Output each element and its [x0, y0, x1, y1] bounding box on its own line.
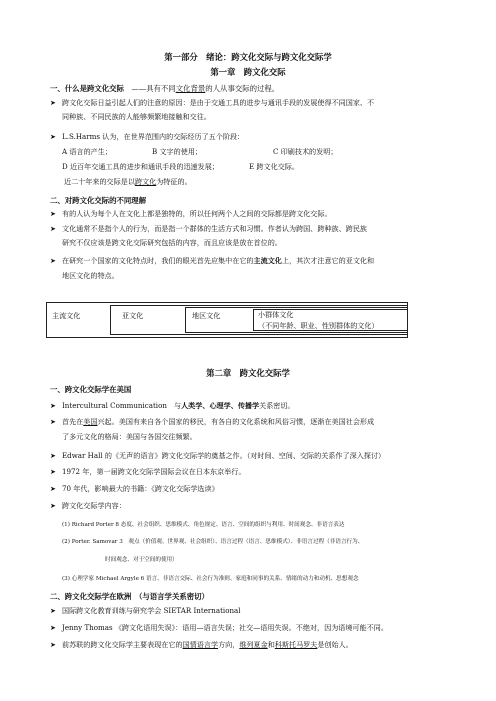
- bullet-item: ➤ 首先在美国兴起。美国有来自各个国家的移民，有各自的文化系统和风俗习惯，逐渐在美国社会形成: [50, 417, 375, 426]
- ch1-sec2-heading: 二、对跨文化交际的不同理解: [50, 196, 147, 205]
- ch2-sec1-heading: 一、跨文化交际学在美国: [50, 385, 132, 394]
- bullet-item: ➤ L.S.Harms 认为，在世界范围内的交际经历了五个阶段：: [50, 132, 245, 141]
- bullet-continuation: 同种族、不同民族的人能够频繁地接触和交往。: [62, 112, 211, 121]
- stage-c: C 印刷技术的发明；: [273, 147, 338, 156]
- bullet-item: ➤ 跨文化交际学内容：: [50, 501, 126, 510]
- stage-b: B 文字的使用；: [152, 147, 203, 156]
- arrow-bullet-icon: ➤: [50, 210, 56, 218]
- stage-e: E 跨文化交际。: [249, 162, 299, 171]
- era-note: 近二十年来的交际是以跨文化为特征的。: [64, 177, 192, 186]
- content-item-1: (1) Richard Porter 8 态度、社会组织、思维模式、角色规定、语言、空间的组织与利用、时间观念、非语言表达: [62, 522, 345, 528]
- part-title: 第一部分 绪论：跨文化交际与跨文化交际学: [164, 52, 332, 62]
- chapter2-title: 第二章 跨文化交际学: [206, 368, 290, 378]
- bullet-item: ➤ 70 年代，影响最大的书籍：《跨文化交际学选读》: [50, 484, 219, 493]
- culture-label-smallgroup: 小群体文化: [258, 310, 294, 319]
- ch2-sec2-heading: 二、跨文化交际学在欧洲 （与语言学关系密切）: [50, 592, 209, 601]
- stage-a: A 语言的产生；: [62, 147, 112, 156]
- bullet-item: ➤ 在研究一个国家的文化特点时，我们的眼光首先应集中在它的主流文化上，其次才注意它的亚文化和: [50, 256, 375, 265]
- arrow-bullet-icon: ➤: [50, 502, 56, 510]
- bullet-item: ➤ Intercultural Communication 与人类学、心理学、传播学关系密切。: [50, 401, 295, 410]
- content-item-2: (2) Porter. Samovar 3 观点（价值观、世界观、社会组织）、语言过程（语言、思维模式）、非语言过程（非语言行为、: [62, 539, 364, 545]
- arrow-bullet-icon: ➤: [50, 452, 56, 460]
- arrow-bullet-icon: ➤: [50, 485, 56, 493]
- bullet-continuation: 研究不仅应该是跨文化交际研究包括的内容，而且应该是放在首位的。: [62, 238, 282, 247]
- arrow-bullet-icon: ➤: [50, 133, 56, 141]
- bullet-continuation: 了多元文化的格局：美国与各国交往频繁。: [62, 432, 197, 441]
- bullet-item: ➤ 文化通常不是指个人的行为，而是指一个群体的生活方式和习惯。作者认为跨国、跨种族、跨民族: [50, 224, 368, 233]
- stage-d: D 近百年交通工具的进步和通讯手段的迅速发展；: [62, 162, 219, 171]
- culture-label-regional: 地区文化: [192, 311, 221, 320]
- content-item-2-continuation: 时间观念、对于空间的使用）: [105, 557, 178, 563]
- arrow-bullet-icon: ➤: [50, 641, 56, 649]
- culture-label-smallgroup-detail: （不同年龄、职业、性别群体的文化）: [258, 321, 379, 330]
- bullet-item: ➤ Edwar Hall 的《无声的语言》跨文化交际学的奠基之作。（对时间、空间、交际的关系作了深入探讨）: [50, 451, 386, 460]
- culture-label-subculture: 亚文化: [122, 311, 144, 320]
- arrow-bullet-icon: ➤: [50, 468, 56, 476]
- bullet-item: ➤ 跨文化交际日益引起人们的注意的原因：是由于交通工具的进步与通讯手段的发展使得不同国家、不: [50, 98, 375, 107]
- arrow-bullet-icon: ➤: [50, 418, 56, 426]
- bullet-item: ➤ Jenny Thomas 《跨文化语用失误》：语用—语言失误；社交—语用失误。不绝对，因为语境可能不同。: [50, 623, 388, 632]
- chapter1-title: 第一章 跨文化交际: [210, 67, 286, 77]
- ch1-sec1-heading: 一、什么是跨文化交际 ——具有不同文化背景的人从事交际的过程。: [50, 84, 280, 93]
- arrow-bullet-icon: ➤: [50, 225, 56, 233]
- arrow-bullet-icon: ➤: [50, 402, 56, 410]
- arrow-bullet-icon: ➤: [50, 257, 56, 265]
- content-item-3: (3) 心理学家 Michael Argyle 6 语言、非语言交际、社会行为准则、家庭和同事的关系、情绪的动力和动机、思想观念: [62, 576, 359, 582]
- bullet-item: ➤ 国际跨文化教育训练与研究学会 SIETAR International: [50, 606, 241, 615]
- arrow-bullet-icon: ➤: [50, 624, 56, 632]
- bullet-item: ➤ 1972 年，第一届跨文化交际学国际会议在日本东京举行。: [50, 467, 246, 476]
- culture-label-mainstream: 主流文化: [52, 311, 81, 320]
- bullet-item: ➤ 前苏联的跨文化交际学主要表现在它的国情语言学方向，维列夏金和科斯托马罗夫是创始人。: [50, 640, 353, 649]
- bullet-item: ➤ 有的人认为每个人在文化上都是独特的，所以任何两个人之间的交际都是跨文化交际。: [50, 209, 332, 218]
- arrow-bullet-icon: ➤: [50, 607, 56, 615]
- bullet-continuation: 地区文化的特点。: [62, 271, 119, 280]
- arrow-bullet-icon: ➤: [50, 99, 56, 107]
